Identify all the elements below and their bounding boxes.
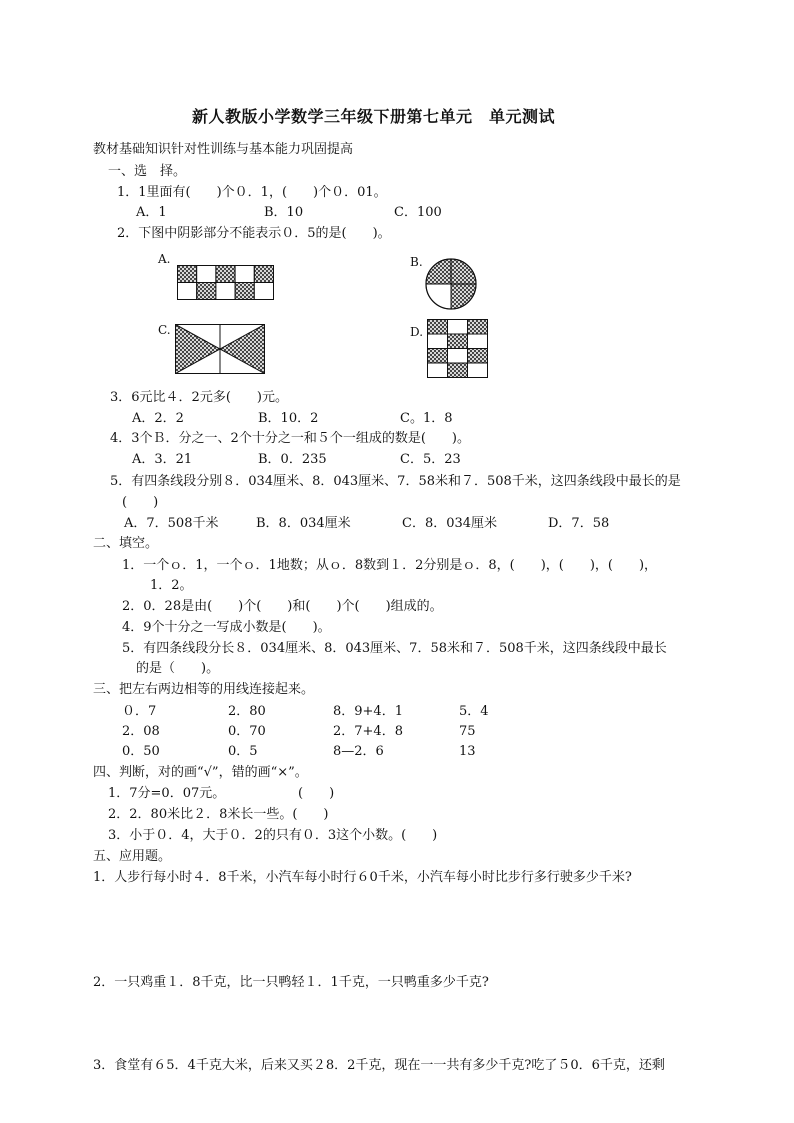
s2-q5-text: 5．有四条线段分长８．034厘米、8．043厘米、7．58米和７．508千米，这四条线段中最长 bbox=[122, 641, 667, 656]
s1-q5-blank: ( ) bbox=[122, 495, 159, 510]
s1-q5-option-b: B．8．034厘米 bbox=[256, 516, 351, 531]
s1-q4-option-b: B．0．235 bbox=[258, 452, 327, 467]
figure-b-label: B. bbox=[410, 255, 423, 269]
s1-q1-option-a: A．1 bbox=[136, 205, 167, 220]
s1-q3-option-a: A．2．2 bbox=[132, 411, 184, 426]
page-subtitle: 教材基础知识针对性训练与基本能力巩固提高 bbox=[93, 142, 354, 157]
s1-q3-option-c: C。1．8 bbox=[400, 411, 453, 426]
section-4-heading: 四、判断，对的画“√”，错的画“×”。 bbox=[93, 765, 308, 780]
s1-q4-text: 4．3个Ｂ．分之一、2个十分之一和５个一组成的数是( )。 bbox=[110, 431, 470, 446]
s5-q1-text: 1．人步行每小时４．8千米，小汽车每小时行６0千米，小汽车每小时比步行多行驶多少千米? bbox=[93, 870, 632, 885]
s1-q1-option-c: C．100 bbox=[394, 205, 442, 220]
s1-q4-option-c: C．5．23 bbox=[400, 452, 461, 467]
s4-q3-text: 3．小于０．4，大于０．2的只有０．3这个小数。( ) bbox=[108, 828, 438, 843]
s1-q3-text: 3．6元比４．2元多( )元。 bbox=[110, 390, 288, 405]
s2-q2-text: 2．0．28是由( )个( )和( )个( )组成的。 bbox=[122, 599, 443, 614]
s1-q5-option-d: D．7．58 bbox=[548, 516, 610, 531]
s5-q3-text: 3．食堂有６5．4千克大米，后来又买２8．2千克，现在一一共有多少千克?吃了５0．6千克，还剩 bbox=[93, 1058, 665, 1073]
s3-row-3-col-2: 0．5 bbox=[228, 744, 258, 759]
s4-q1-blank: ( ) bbox=[298, 786, 335, 801]
s3-row-1-col-1: ０．7 bbox=[122, 704, 157, 719]
s3-row-2-col-3: 2．7+4．8 bbox=[333, 724, 403, 739]
s3-row-1-col-3: 8．9+4．1 bbox=[333, 704, 403, 719]
section-5-heading: 五、应用题。 bbox=[93, 849, 172, 864]
figure-b-circle bbox=[423, 256, 479, 312]
s2-q1-text: 1．一个ｏ．1，一个ｏ．1地数；从ｏ．8数到１．2分别是ｏ．8，( )，( )，( )， bbox=[122, 558, 658, 573]
figure-d-grid bbox=[427, 319, 489, 379]
s1-q1-option-b: B．10 bbox=[264, 205, 304, 220]
s2-q5-continued: 的是（ )。 bbox=[136, 661, 220, 676]
s2-q1-continued: 1．2。 bbox=[150, 578, 193, 593]
s1-q5-text: 5．有四条线段分别８．034厘米、8．043厘米、7．58米和７．508千米，这四条线段中最长的是 bbox=[110, 474, 681, 489]
s3-row-2-col-4: 75 bbox=[459, 724, 476, 739]
s1-q3-option-b: B．10．2 bbox=[258, 411, 319, 426]
s1-q5-option-a: A．7．508千米 bbox=[124, 516, 219, 531]
figure-a-grid bbox=[177, 265, 275, 301]
s3-row-2-col-2: 0．70 bbox=[228, 724, 266, 739]
s3-row-3-col-3: 8—2．6 bbox=[333, 744, 384, 759]
section-3-heading: 三、把左右两边相等的用线连接起来。 bbox=[93, 682, 315, 697]
figure-a-label: A. bbox=[158, 252, 171, 266]
figure-c-label: C. bbox=[158, 323, 171, 337]
figure-d-label: D. bbox=[410, 325, 424, 339]
s3-row-2-col-1: 2．08 bbox=[122, 724, 160, 739]
s3-row-1-col-4: 5．4 bbox=[459, 704, 489, 719]
s1-q2-text: 2．下图中阴影部分不能表示０．5的是( )。 bbox=[117, 226, 391, 241]
s3-row-3-col-1: 0．50 bbox=[122, 744, 160, 759]
section-1-heading: 一、选 择。 bbox=[108, 164, 187, 179]
s1-q1-text: 1．1里面有( )个０．1，( )个０．01。 bbox=[117, 185, 387, 200]
s1-q4-option-a: A．3．21 bbox=[132, 452, 193, 467]
section-2-heading: 二、填空。 bbox=[93, 536, 159, 551]
s1-q5-option-c: C．8．034厘米 bbox=[402, 516, 498, 531]
s5-q2-text: 2．一只鸡重１．8千克，比一只鸭轻１．1千克，一只鸭重多少千克? bbox=[93, 975, 489, 990]
s3-row-3-col-4: 13 bbox=[459, 744, 476, 759]
s4-q1-text: 1．7分=0．07元。 bbox=[108, 786, 226, 801]
s2-q4-text: 4．9个十分之一写成小数是( )。 bbox=[122, 620, 331, 635]
page-title: 新人教版小学数学三年级下册第七单元 单元测试 bbox=[192, 107, 556, 126]
s3-row-1-col-2: 2．80 bbox=[228, 704, 266, 719]
s4-q2-text: 2．2．80米比２．8米长一些。( ) bbox=[108, 807, 329, 822]
figure-c-rectangle bbox=[175, 324, 265, 374]
